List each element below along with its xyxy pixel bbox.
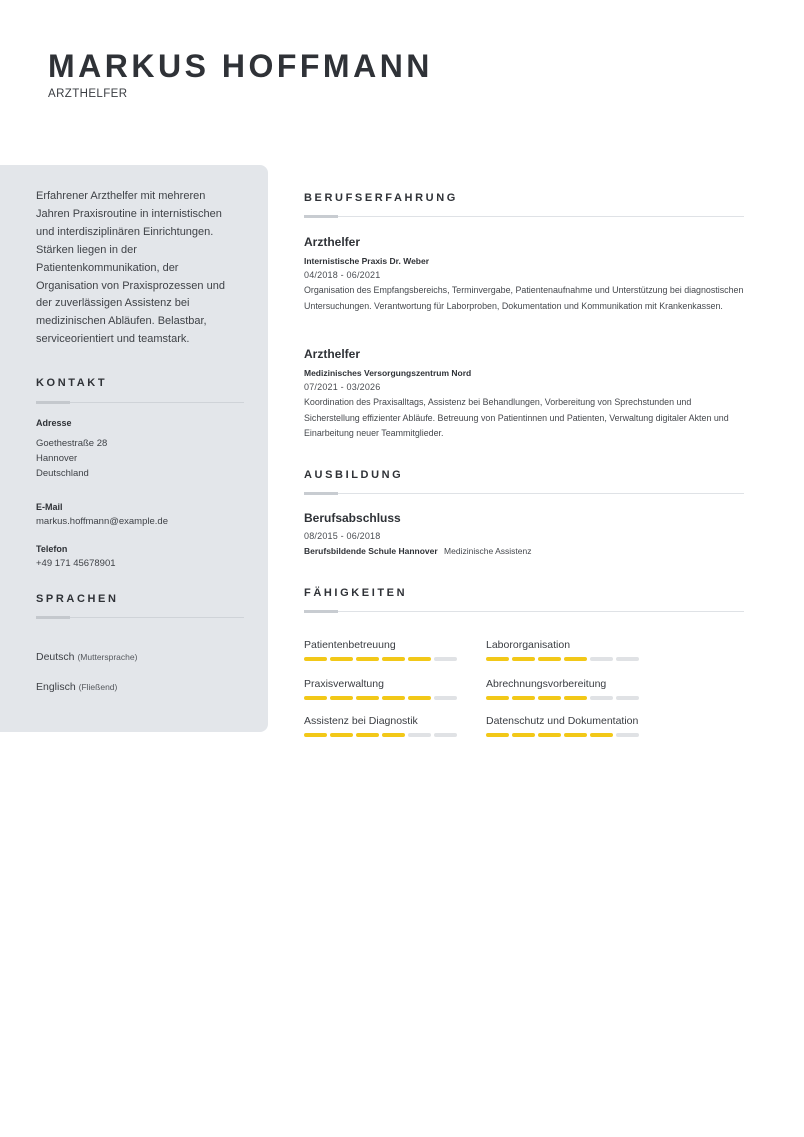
skill-segment-filled <box>512 733 535 737</box>
skill-name: Praxisverwaltung <box>304 678 384 690</box>
skill-segment-filled <box>408 657 431 661</box>
skill-segment-filled <box>538 696 561 700</box>
skill-segment-filled <box>356 657 379 661</box>
skill-segment-filled <box>304 696 327 700</box>
skill-segment-empty <box>434 696 457 700</box>
skill-item <box>304 638 464 661</box>
skill-segment-filled <box>486 696 509 700</box>
skill-level-bar <box>304 657 464 661</box>
skill-name: Labororganisation <box>486 639 571 651</box>
experience-divider <box>304 216 744 217</box>
job-description: Organisation des Empfangsbereichs, Terminvergabe, Patientenaufnahme und Unterstützung bei diagnostischen Untersuchungen. Verantwortung für Laborproben, Dokumentation und Kommunikation mit Krankenkassen. <box>304 285 744 311</box>
phone-label: Telefon <box>36 544 68 554</box>
education-degree: Berufsabschluss <box>304 511 401 525</box>
email-value[interactable]: markus.hoffmann@example.de <box>36 516 168 527</box>
skill-segment-filled <box>486 657 509 661</box>
skill-item <box>486 638 646 661</box>
skill-name: Datenschutz und Dokumentation <box>486 715 639 727</box>
address-country: Deutschland <box>36 468 89 479</box>
skills-divider <box>304 611 744 612</box>
skill-segment-empty <box>590 696 613 700</box>
language-name: Deutsch <box>36 651 75 663</box>
skill-segment-filled <box>356 733 379 737</box>
education-school: Berufsbildende Schule Hannover <box>304 546 438 556</box>
skill-level-bar <box>486 733 646 737</box>
job-company: Internistische Praxis Dr. Weber <box>304 256 430 266</box>
contact-heading: KONTAKT <box>36 377 108 389</box>
skill-segment-filled <box>382 696 405 700</box>
skill-segment-filled <box>564 733 587 737</box>
job-company: Medizinisches Versorgungszentrum Nord <box>304 368 472 378</box>
skill-segment-filled <box>304 733 327 737</box>
skill-segment-filled <box>590 733 613 737</box>
job-title: Arzthelfer <box>304 235 361 249</box>
education-divider <box>304 493 744 494</box>
job-dates: 04/2018 - 06/2021 <box>304 270 381 280</box>
skill-item <box>486 714 646 737</box>
language-name: Englisch <box>36 681 76 693</box>
skill-level-bar <box>304 696 464 700</box>
language-item <box>36 681 117 693</box>
phone-value[interactable]: +49 171 45678901 <box>36 558 116 569</box>
skill-segment-empty <box>616 696 639 700</box>
skill-segment-filled <box>538 657 561 661</box>
skill-segment-filled <box>564 657 587 661</box>
education-heading: AUSBILDUNG <box>304 469 404 481</box>
skill-segment-filled <box>564 696 587 700</box>
experience-heading: BERUFSERFAHRUNG <box>304 192 458 204</box>
skill-segment-filled <box>512 657 535 661</box>
job-title: Arzthelfer <box>304 347 361 361</box>
skill-item <box>304 714 464 737</box>
profile-summary: Erfahrener Arzthelfer mit mehreren Jahren Praxisroutine in internistischen und interdisziplinären Einrichtungen. Stärken liegen in der Patientenkommunikation, der Organisation von Praxisprozessen und der zuverlässigen Assistenz bei medizinischen Abläufen. Belastbar, serviceorientiert und teamstark. <box>36 190 225 346</box>
address-street: Goethestraße 28 <box>36 438 108 449</box>
skill-segment-filled <box>330 733 353 737</box>
skill-segment-filled <box>356 696 379 700</box>
address-label: Adresse <box>36 418 72 428</box>
candidate-job-title: ARZTHELFER <box>48 88 128 100</box>
skill-level-bar <box>486 657 646 661</box>
skill-name: Abrechnungsvorbereitung <box>486 678 607 690</box>
skill-level-bar <box>304 733 464 737</box>
candidate-name: MARKUS HOFFMANN <box>48 48 433 84</box>
skill-item <box>486 677 646 700</box>
education-field: Medizinische Assistenz <box>444 546 532 556</box>
education-dates: 08/2015 - 06/2018 <box>304 531 381 541</box>
skill-segment-filled <box>330 657 353 661</box>
skill-segment-empty <box>616 733 639 737</box>
languages-divider <box>36 617 244 618</box>
skill-segment-filled <box>304 657 327 661</box>
languages-heading: SPRACHEN <box>36 593 119 605</box>
skill-segment-empty <box>616 657 639 661</box>
skill-item <box>304 677 464 700</box>
skill-name: Assistenz bei Diagnostik <box>304 715 418 727</box>
resume-header <box>48 46 433 100</box>
language-item <box>36 651 137 663</box>
job-description: Koordination des Praxisalltags, Assistenz bei Behandlungen, Vorbereitung von Sprechstunden und Sicherstellung effizienter Abläufe. Betreuung von Patientinnen und Patienten, Verwaltung digitaler Akten und Einarbeitung neuer Teammitglieder. <box>304 397 729 438</box>
skill-segment-filled <box>486 733 509 737</box>
skill-segment-empty <box>434 657 457 661</box>
skill-name: Patientenbetreuung <box>304 639 396 651</box>
skill-segment-empty <box>590 657 613 661</box>
skill-segment-filled <box>382 657 405 661</box>
address-city: Hannover <box>36 453 78 464</box>
contact-divider <box>36 402 244 403</box>
skill-segment-empty <box>434 733 457 737</box>
language-level: (Muttersprache) <box>77 652 138 662</box>
email-label: E-Mail <box>36 502 63 512</box>
skill-segment-filled <box>538 733 561 737</box>
job-dates: 07/2021 - 03/2026 <box>304 382 381 392</box>
education-institution-line <box>304 546 531 556</box>
language-level: (Fließend) <box>78 682 118 692</box>
skills-heading: FÄHIGKEITEN <box>304 587 408 599</box>
skill-level-bar <box>486 696 646 700</box>
skill-segment-filled <box>512 696 535 700</box>
skill-segment-filled <box>330 696 353 700</box>
skill-segment-filled <box>382 733 405 737</box>
skill-segment-filled <box>408 696 431 700</box>
skill-segment-empty <box>408 733 431 737</box>
